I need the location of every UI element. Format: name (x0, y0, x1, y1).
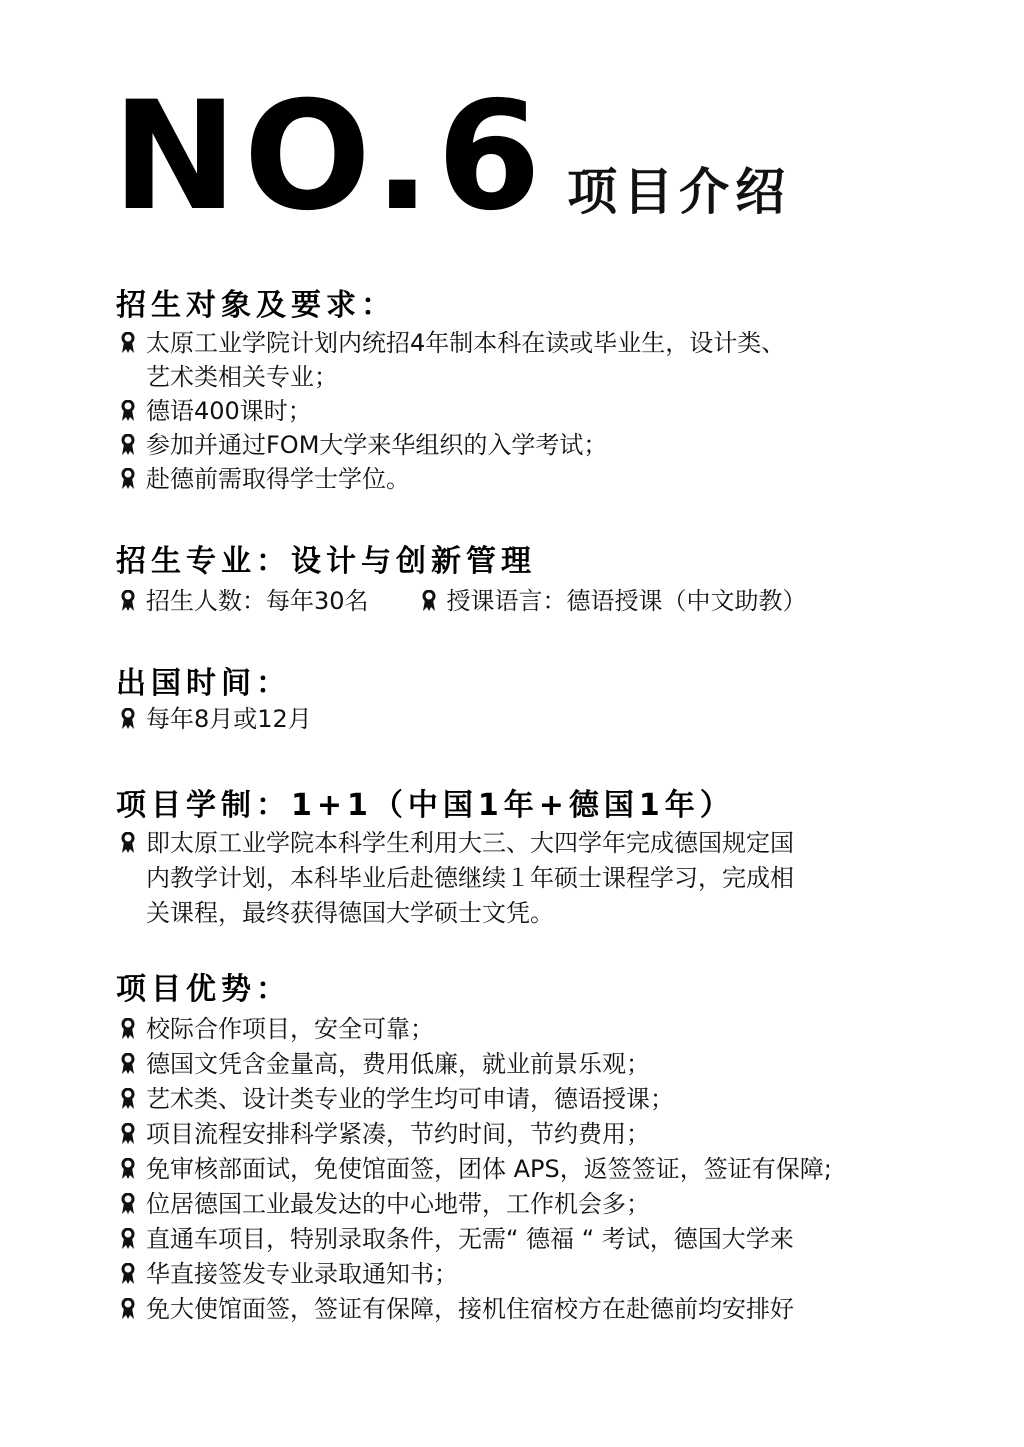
ribbon-icon (120, 400, 136, 422)
list-item: 赴德前需取得学士学位。 (120, 462, 410, 496)
enroll-count: 招生人数：每年30名 (120, 584, 369, 618)
ribbon-icon (120, 332, 136, 354)
ribbon-icon (120, 832, 136, 854)
ribbon-icon (120, 1228, 136, 1250)
ribbon-icon (120, 590, 136, 612)
list-item: 直通车项目，特别录取条件，无需“ 德福 “ 考试，德国大学来 (120, 1222, 794, 1256)
recruit-heading: 招生对象及要求： (116, 288, 396, 323)
list-item: 校际合作项目，安全可靠； (120, 1012, 434, 1046)
major-heading: 招生专业：设计与创新管理 (116, 544, 536, 579)
teaching-language: 授课语言：德语授课（中文助教） (421, 584, 807, 618)
ribbon-icon (120, 468, 136, 490)
list-item: 位居德国工业最发达的中心地带，工作机会多； (120, 1187, 650, 1221)
major-info-row (120, 584, 859, 618)
list-item: 参加并通过FOM大学来华组织的入学考试； (120, 428, 607, 462)
list-item-continuation: 关课程，最终获得德国大学硕士文凭。 (146, 899, 554, 927)
ribbon-icon (120, 1018, 136, 1040)
duration-heading: 项目学制：1+1（中国1年+德国1年） (116, 788, 735, 823)
ribbon-icon (120, 1263, 136, 1285)
list-item: 免审核部面试，免使馆面签，团体 APS，返签签证，签证有保障; (120, 1152, 832, 1186)
list-item: 每年8月或12月 (120, 702, 312, 736)
ribbon-icon (120, 708, 136, 730)
list-item: 德国文凭含金量高，费用低廉，就业前景乐观； (120, 1047, 650, 1081)
section-number: NO.6 (112, 70, 548, 244)
list-item: 项目流程安排科学紧凑，节约时间，节约费用； (120, 1117, 650, 1151)
ribbon-icon (120, 1123, 136, 1145)
list-item: 太原工业学院计划内统招4年制本科在读或毕业生，设计类、 (120, 326, 785, 360)
ribbon-icon (120, 1158, 136, 1180)
list-item: 艺术类、设计类专业的学生均可申请，德语授课； (120, 1082, 674, 1116)
ribbon-icon (120, 1298, 136, 1320)
ribbon-icon (120, 1193, 136, 1215)
departure-heading: 出国时间： (116, 666, 291, 701)
advantages-heading: 项目优势： (116, 972, 291, 1007)
ribbon-icon (120, 1088, 136, 1110)
list-item: 德语400课时； (120, 394, 312, 428)
ribbon-icon (120, 1053, 136, 1075)
ribbon-icon (421, 590, 437, 612)
list-item-continuation: 内教学计划，本科毕业后赴德继续１年硕士课程学习，完成相 (146, 864, 794, 892)
list-item: 华直接签发专业录取通知书； (120, 1257, 458, 1291)
list-item-continuation: 艺术类相关专业； (146, 363, 338, 391)
list-item: 即太原工业学院本科学生利用大三、大四学年完成德国规定国 (120, 826, 794, 860)
list-item: 免大使馆面签，签证有保障，接机住宿校方在赴德前均安排好 (120, 1292, 794, 1326)
page-title (112, 70, 792, 244)
ribbon-icon (120, 434, 136, 456)
section-title: 项目介绍 (567, 163, 792, 221)
